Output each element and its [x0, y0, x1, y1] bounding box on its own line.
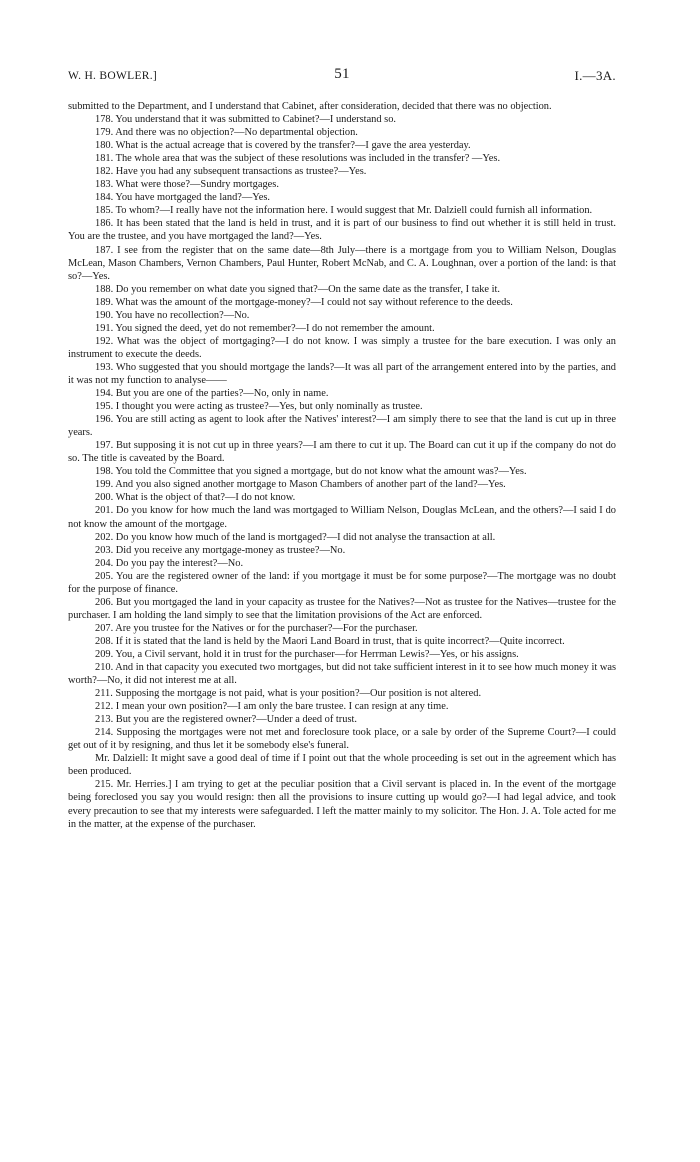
paragraph: 189. What was the amount of the mortgage-money?—I could not say without reference to the deeds.: [95, 296, 513, 308]
paragraph: 213. But you are the registered owner?—Under a deed of trust.: [95, 714, 357, 726]
paragraph: 214. Supposing the mortgages were not met and foreclosure took place, or a sale by order of the Supreme Court?—I could get out of it by resigning, and thus let it be somebody else's funeral.: [68, 727, 616, 752]
paragraph: 202. Do you know how much of the land is mortgaged?—I did not analyse the transaction at all.: [95, 531, 496, 543]
paragraph: 204. Do you pay the interest?—No.: [95, 557, 244, 569]
paragraph: 195. I thought you were acting as trustee?—Yes, but only nominally as trustee.: [95, 401, 423, 413]
paragraph: 203. Did you receive any mortgage-money as trustee?—No.: [95, 544, 346, 556]
paragraph: 210. And in that capacity you executed two mortgages, but did not take sufficient interest in it to see how much money it was worth?—No, it did not interest me at all.: [68, 662, 616, 687]
paragraph: 198. You told the Committee that you signed a mortgage, but do not know what the amount was?—Yes.: [95, 466, 527, 478]
paragraph: 193. Who suggested that you should mortgage the lands?—It was all part of the arrangement entered into by the parties, and it was not my function to analyse——: [68, 361, 616, 386]
paragraph: 205. You are the registered owner of the land: if you mortgage it must be for some purpose?—The mortgage was no doubt for the purpose of finance.: [68, 570, 616, 595]
paragraph: 211. Supposing the mortgage is not paid, what is your position?—Our position is not altered.: [95, 688, 482, 700]
paragraph: 192. What was the object of mortgaging?—I do not know. I was simply a trustee for the bare execution. I was only an instrument to execute the deeds.: [68, 335, 616, 360]
paragraph: 194. But you are one of the parties?—No, only in name.: [95, 388, 329, 400]
paragraph: 185. To whom?—I really have not the information here. I would suggest that Mr. Dalziell could furnish all information.: [95, 205, 593, 217]
paragraph: 200. What is the object of that?—I do not know.: [95, 492, 296, 504]
paragraph: 196. You are still acting as agent to look after the Natives' interest?—I am simply there to see that the land is cut up in three years.: [68, 414, 616, 439]
paragraph: 199. And you also signed another mortgage to Mason Chambers of another part of the land?—Yes.: [95, 479, 506, 491]
paragraph: 206. But you mortgaged the land in your capacity as trustee for the Natives?—Not as trustee for the Natives—trustee for the purchaser. I am holding the land simply to see that the limitation provisions of the Act are enforced.: [68, 596, 616, 621]
paragraph: Mr. Dalziell: It might save a good deal of time if I point out that the whole proceeding is set out in the agreement which has been produced.: [68, 753, 616, 778]
paragraph: 212. I mean your own position?—I am only the bare trustee. I can resign at any time.: [95, 701, 449, 713]
paragraph: 215. Mr. Herries.] I am trying to get at the peculiar position that a Civil servant is placed in. In the event of the mortgage being foreclosed you say you would resign: then all the provisions to insure cutting up would go?—I had legal advice, and took every precaution to see that my interests were safeguarded. I left the matter mainly to my solicitor. The Hon. J. A. Tole acted for me in the matter, at the expense of the purchaser.: [68, 779, 616, 830]
page-number: 51: [334, 66, 350, 82]
paragraph: 182. Have you had any subsequent transactions as trustee?—Yes.: [95, 166, 367, 178]
paragraph: 201. Do you know for how much the land was mortgaged to William Nelson, Douglas McLean, and the others?—I said I do not know the amount of the mortgage.: [68, 505, 616, 530]
paragraph: 190. You have no recollection?—No.: [95, 309, 250, 321]
paragraph: 179. And there was no objection?—No departmental objection.: [95, 127, 358, 139]
paragraph: 186. It has been stated that the land is held in trust, and it is part of our business to find out whether it is still held in trust. You are the trustee, and you have mortgaged the land?—Yes.: [68, 218, 616, 243]
witness-name: W. H. BOWLER.]: [68, 70, 158, 82]
paragraph: 207. Are you trustee for the Natives or for the purchaser?—For the purchaser.: [95, 622, 418, 634]
paragraph: 191. You signed the deed, yet do not remember?—I do not remember the amount.: [95, 322, 435, 334]
paragraph: 187. I see from the register that on the same date—8th July—there is a mortgage from you to William Nelson, Douglas McLean, Mason Chambers, Vernon Chambers, Paul Hunter, Robert McNab, and C. A. Loughnan, over a portion of the land: is that so?—Yes.: [68, 244, 616, 282]
page-header: [68, 66, 616, 86]
paragraph: 178. You understand that it was submitted to Cabinet?—I understand so.: [95, 114, 397, 126]
paragraph: 197. But supposing it is not cut up in three years?—I am there to cut it up. The Board can cut it up if the company do not do so. The title is caveated by the Board.: [68, 440, 616, 465]
paragraph: submitted to the Department, and I understand that Cabinet, after consideration, decided that there was no objection.: [68, 101, 552, 112]
paragraph: 209. You, a Civil servant, hold it in trust for the purchaser—for Herrman Lewis?—Yes, or his assigns.: [95, 648, 519, 660]
paragraph: 188. Do you remember on what date you signed that?—On the same date as the transfer, I take it.: [95, 283, 500, 295]
paragraph: 184. You have mortgaged the land?—Yes.: [95, 192, 270, 204]
evidence-text: [68, 100, 616, 831]
paragraph: 180. What is the actual acreage that is covered by the transfer?—I gave the area yesterday.: [95, 140, 471, 152]
paper-reference: I.—3A.: [574, 68, 616, 83]
paragraph: 181. The whole area that was the subject of these resolutions was included in the transfer? —Yes.: [95, 153, 501, 165]
paragraph: 183. What were those?—Sundry mortgages.: [95, 179, 279, 191]
paragraph: 208. If it is stated that the land is held by the Maori Land Board in trust, that is quite incorrect?—Quite incorrect.: [95, 635, 565, 647]
